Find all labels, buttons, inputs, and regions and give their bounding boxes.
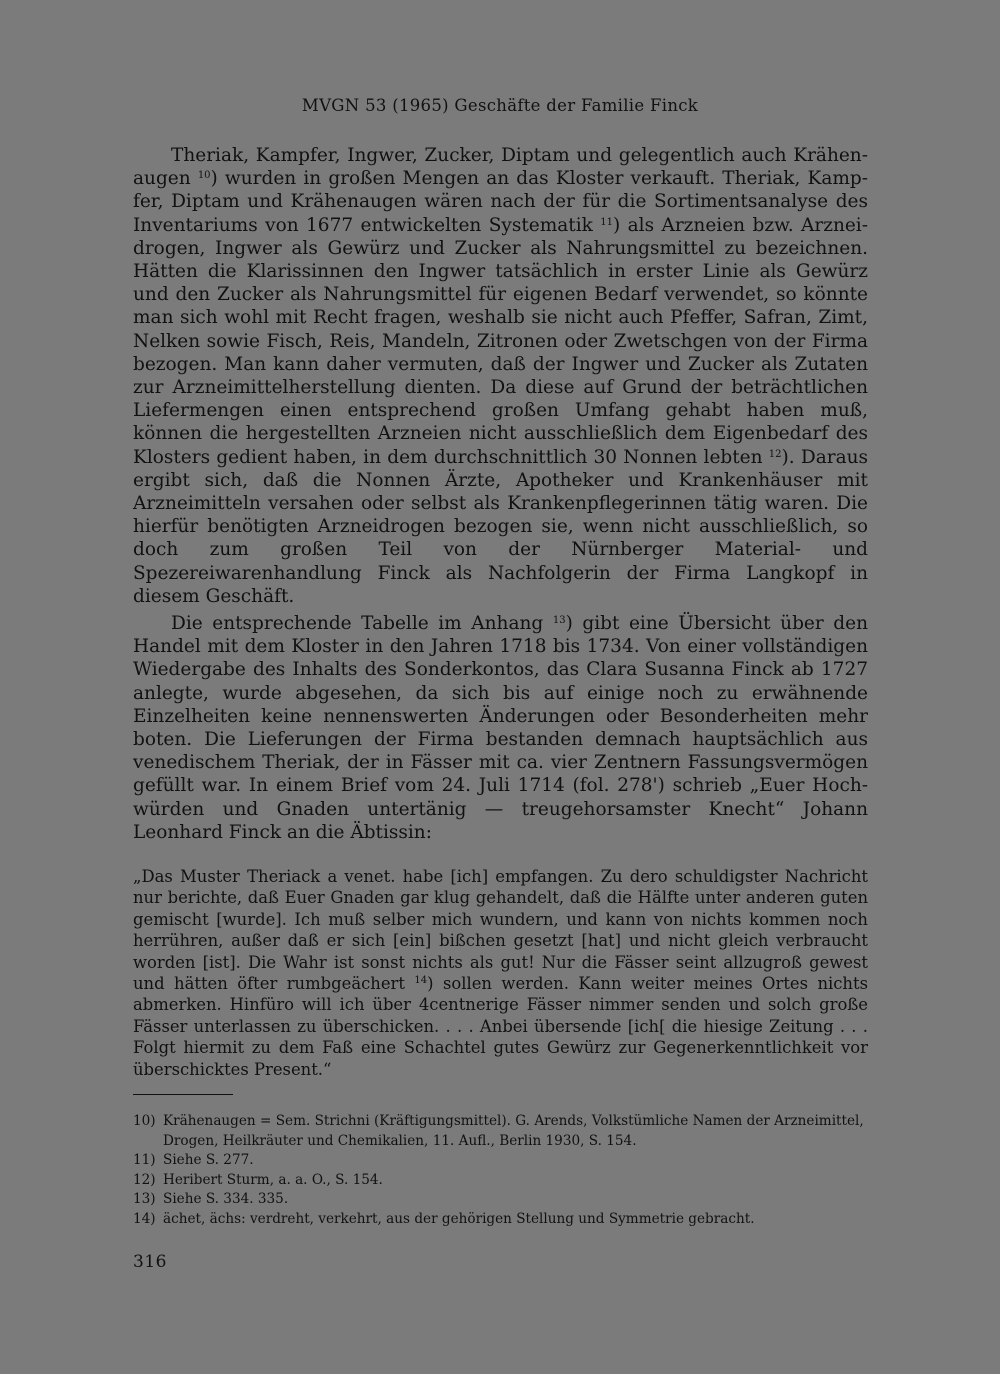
footnote-number: 13): [133, 1191, 156, 1208]
main-text: [133, 144, 868, 844]
quote-text: [133, 866, 868, 1080]
footnote-ref: 10: [197, 170, 211, 182]
text-run: ) als Arzneien bzw. Arzneidrogen, Ingwer als Gewürz und Zucker als Nahrungsmittel zu bezeichnen. Hätten die Klarissinnen den Ingwer tatsächlich in erster Linie als Gewürz und den Zucker als Nahrungsmittel für eigenen Bedarf verwendet, so könnte man sich wohl mit Recht fragen, weshalb sie nicht auch Pfeffer, Safran, Zimt, Nelken sowie Fisch, Reis, Mandeln, Zitronen oder Zwetschgen von der Firma bezogen. Man kann daher vermuten, daß der Ingwer und Zucker als Zutaten zur Arzneimittelherstellung dienten. Da diese auf Grund der beträchtlichen Liefermengen einen entsprechend großen Umfang gehabt haben muß, können die hergestellten Arzneien nicht ausschließlich dem Eigenbedarf des Klosters gedient haben, in dem durchschnittlich 30 Nonnen lebten: [133, 214, 868, 468]
paragraph: [133, 144, 868, 608]
footnote-text: Siehe S. 334. 335.: [163, 1191, 289, 1208]
text-run: „Das Muster Theriack a venet. habe [ich] empfangen. Zu dero schuldigster Nachricht nur berichte, daß Euer Gnaden gar klug gehandelt, daß die Hälfte unter anderen guten gemischt [wurde]. Ich muß selber mich wundern, und kann von nichts kommen noch herrühren, außer daß er sich [ein] bißchen gesetzt [hat] und nicht gleich verbraucht worden [ist]. Die Wahr ist sonst nichts als gut! Nur die Fässer seint allzugroß gewest und hätten öfter rumbgeächert: [133, 867, 868, 994]
footnote-text: Krähenaugen = Sem. Strichni (Kräftigungsmittel). G. Arends, Volkstümliche Namen der Arzneimittel, Drogen, Heilkräuter und Chemikalien, 11. Aufl., Berlin 1930, S. 154.: [163, 1113, 864, 1149]
page-number: 316: [133, 1252, 167, 1272]
footnote: [133, 1112, 873, 1151]
footnote-text: ächet, ächs: verdreht, verkehrt, aus der gehörigen Stellung und Symmetrie gebracht.: [163, 1210, 755, 1227]
footnote-number: 10): [133, 1113, 156, 1129]
footnote-number: 14): [133, 1210, 156, 1227]
footnote-ref: 14: [414, 975, 428, 987]
footnotes: [133, 1112, 873, 1230]
footnote: [133, 1151, 873, 1171]
footnote-number: 11): [133, 1152, 156, 1169]
text-run: ) gibt eine Übersicht über den Handel mit dem Kloster in den Jahren 1718 bis 1734. Von einer vollständigen Wiedergabe des Inhalts des Sonderkontos, das Clara Susanna Finck ab 1727 anlegte, wurde abgesehen, da sich bis auf einige noch zu erwähnende Einzelheiten keine nennenswerten Änderungen oder Besonderheiten mehr boten. Die Lieferungen der Firma bestanden demnach hauptsächlich aus venedischem Theriak, der in Fässer mit ca. vier Zentnern Fassungsvermögen gefüllt war. In einem Brief vom 24. Juli 1714 (fol. 278') schrieb „Euer Hochwürden und Gnaden untertänig — treugehorsamster Knecht“ Johann Leonhard Finck an die Äbtissin:: [133, 613, 868, 843]
text-run: Die entsprechende Tabelle im Anhang: [171, 613, 553, 635]
footnote: [133, 1190, 873, 1210]
footnote-ref: 13: [552, 615, 566, 627]
footnote: [133, 1210, 873, 1230]
text-run: ) wurden in großen Mengen an das Kloster verkauft. Theriak, Kampfer, Diptam und Krähenaugen wären nach der für die Sortimentsanalyse des Inventariums von 1677 entwickelten Systematik: [133, 168, 869, 236]
footnote-number: 12): [133, 1171, 156, 1188]
footnote-ref: 11: [600, 216, 613, 228]
paragraph: [133, 612, 868, 844]
text-run: Theriak, Kampfer, Ingwer, Zucker, Diptam und gelegentlich auch Krähenaugen: [133, 145, 868, 190]
footnote-text: Heribert Sturm, a. a. O., S. 154.: [163, 1171, 383, 1188]
footnote-text: Siehe S. 277.: [163, 1152, 254, 1169]
text-run: ) sollen werden. Kann weiter meines Ortes nichts abmerken. Hinfüro will ich über 4centnerige Fässer nimmer senden und solch große Fässer unterlassen zu überschicken. . . . Anbei übersende [ich[ die hiesige Zeitung . . . Folgt hiermit zu dem Faß eine Schachtel gutes Gewürz zur Gegenerkenntlichkeit vor überschicktes Present.“: [133, 974, 868, 1079]
text-run: ). Daraus ergibt sich, daß die Nonnen Ärzte, Apotheker und Krankenhäuser mit Arzneimitteln versahen oder selbst als Krankenpflegerinnen tätig waren. Die hierfür benötigten Arzneidrogen bezogen sie, wenn nicht ausschließlich, so doch zum großen Teil von der Nürnberger Material- und Spezereiwarenhandlung Finck als Nachfolgerin der Firma Langkopf in diesem Geschäft.: [133, 446, 869, 607]
footnote-divider: [133, 1094, 233, 1095]
footnote-ref: 12: [768, 448, 782, 460]
running-header: MVGN 53 (1965) Geschäfte der Familie Finck: [301, 96, 699, 115]
footnote: [133, 1171, 873, 1191]
block-quote: [133, 866, 868, 1080]
